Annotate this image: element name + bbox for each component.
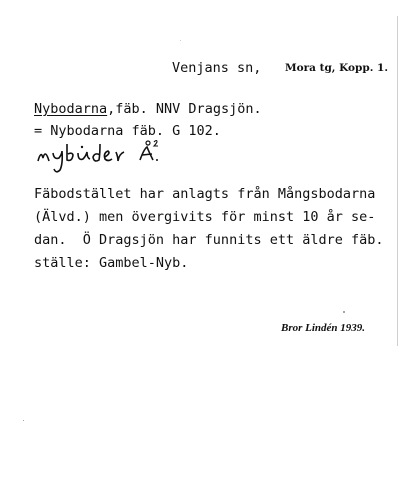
card-edge-line xyxy=(397,16,398,346)
signature: Bror Lindén 1939. xyxy=(281,322,366,334)
parish-name: Venjans sn, xyxy=(172,60,262,76)
body-line-3: dan. Ö Dragsjön har funnits ett äldre fäb. xyxy=(34,232,384,248)
body-line-4: ställe: Gambel-Nyb. xyxy=(34,255,189,271)
reference-code: Mora tg, Kopp. 1. xyxy=(285,62,388,74)
entry-line-2: = Nybodarna fäb. G 102. xyxy=(34,123,221,139)
body-line-2: (Älvd.) men övergivits för minst 10 år se- xyxy=(34,209,376,225)
entry-line-1 xyxy=(34,101,262,117)
body-line-1: Fäbodstället har anlagts från Mångsbodarna xyxy=(34,186,376,202)
handwritten-pronunciation xyxy=(34,136,184,176)
entry-name: Nybodarna xyxy=(34,101,108,117)
entry-description: ,fäb. NNV Dragsjön. xyxy=(107,101,262,117)
